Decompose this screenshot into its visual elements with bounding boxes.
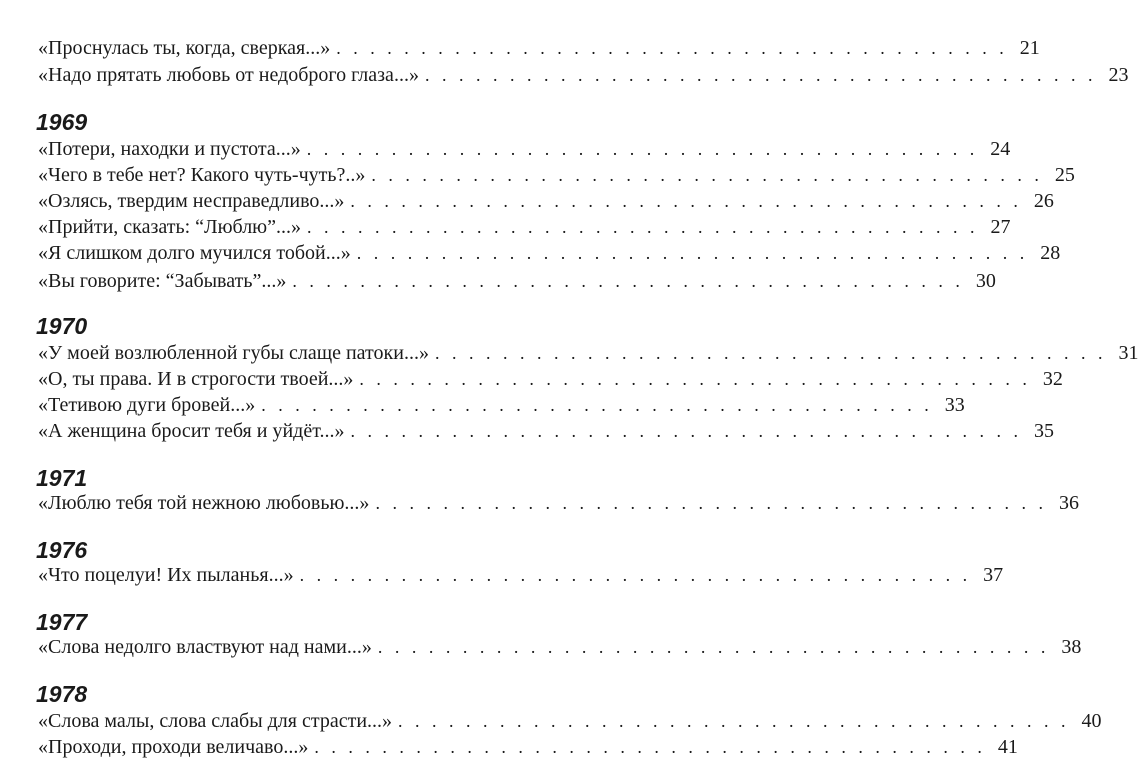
toc-entry <box>38 708 1102 734</box>
toc-entry-title: «А женщина бросит тебя и уйдёт...» <box>38 420 345 442</box>
toc-entry-title: «Проходи, проходи величаво...» <box>38 736 309 758</box>
leader-dots: . . . . . . . . . . . . . . . . . . . . . . . . . . . . . . . . . . . . . . . . <box>377 637 1050 657</box>
toc-entry-title: «О, ты права. И в строгости твоей...» <box>38 368 354 390</box>
toc-entry <box>38 562 1004 588</box>
section-year-heading: 1971 <box>36 465 88 491</box>
section-year-heading: 1977 <box>36 609 88 635</box>
toc-entry-page-number: 23 <box>1108 64 1129 86</box>
toc-entry <box>38 188 1054 214</box>
toc-entry-page-number: 25 <box>1054 164 1075 186</box>
toc-entry-page-number: 30 <box>975 270 996 292</box>
leader-dots: . . . . . . . . . . . . . . . . . . . . . . . . . . . . . . . . . . . . . . . . <box>375 493 1047 513</box>
leader-dots: . . . . . . . . . . . . . . . . . . . . . . . . . . . . . . . . . . . . . . . . <box>356 243 1029 263</box>
toc-entry-page-number: 41 <box>997 736 1018 758</box>
toc-entry-page-number: 35 <box>1033 420 1054 442</box>
leader-dots: . . . . . . . . . . . . . . . . . . . . . . . . . . . . . . . . . . . . . . . . <box>434 343 1107 363</box>
section-year-heading: 1969 <box>36 109 88 135</box>
toc-entry-page-number: 24 <box>990 138 1011 160</box>
toc-entry-page-number: 38 <box>1061 636 1082 658</box>
toc-entry-page-number: 26 <box>1033 190 1054 212</box>
toc-entry-title: «Проснулась ты, когда, сверкая...» <box>38 37 331 59</box>
leader-dots: . . . . . . . . . . . . . . . . . . . . . . . . . . . . . . . . . . . . . . . . <box>350 421 1022 441</box>
leader-dots: . . . . . . . . . . . . . . . . . . . . . . . . . . . . . . . . . . . . . . . . <box>336 38 1008 58</box>
section-year-heading: 1978 <box>36 681 88 707</box>
toc-entry <box>38 35 1040 61</box>
leader-dots: . . . . . . . . . . . . . . . . . . . . . . . . . . . . . . . . . . . . . . . . <box>398 711 1070 731</box>
toc-entry <box>38 268 996 294</box>
toc-entry-page-number: 28 <box>1040 242 1061 264</box>
toc-entry-title: «Потери, находки и пустота...» <box>38 138 301 160</box>
leader-dots: . . . . . . . . . . . . . . . . . . . . . . . . . . . . . . . . . . . . . . . . <box>359 369 1031 389</box>
toc-entry <box>38 136 1011 162</box>
leader-dots: . . . . . . . . . . . . . . . . . . . . . . . . . . . . . . . . . . . . . . . . <box>306 139 979 159</box>
toc-entry-title: «Что поцелуи! Их пыланья...» <box>38 564 294 586</box>
toc-entry <box>38 62 1129 88</box>
toc-entry-page-number: 27 <box>990 216 1011 238</box>
leader-dots: . . . . . . . . . . . . . . . . . . . . . . . . . . . . . . . . . . . . . . . . <box>292 271 964 291</box>
section-year-heading: 1976 <box>36 537 88 563</box>
leader-dots: . . . . . . . . . . . . . . . . . . . . . . . . . . . . . . . . . . . . . . . . <box>371 165 1043 185</box>
leader-dots: . . . . . . . . . . . . . . . . . . . . . . . . . . . . . . . . . . . . . . . . <box>314 737 986 757</box>
toc-entry-title: «Надо прятать любовь от недоброго глаза...» <box>38 64 419 86</box>
toc-entry-title: «Чего в тебе нет? Какого чуть-чуть?..» <box>38 164 366 186</box>
leader-dots: . . . . . . . . . . . . . . . . . . . . . . . . . . . . . . . . . . . . . . . . <box>307 217 979 237</box>
toc-entry <box>38 634 1082 660</box>
toc-entry-title: «Озлясь, твердим несправедливо...» <box>38 190 345 212</box>
toc-entry-page-number: 21 <box>1019 37 1040 59</box>
toc-entry-title: «Вы говорите: “Забывать”...» <box>38 270 287 292</box>
toc-entry <box>38 240 1061 266</box>
toc-entry <box>38 162 1075 188</box>
toc-entry-title: «Я слишком долго мучился тобой...» <box>38 242 351 264</box>
toc-entry <box>38 734 1018 760</box>
toc-entry-title: «Тетивою дуги бровей...» <box>38 394 256 416</box>
toc-entry <box>38 490 1079 516</box>
toc-entry-page-number: 37 <box>983 564 1004 586</box>
section-year-heading: 1970 <box>36 313 88 339</box>
leader-dots: . . . . . . . . . . . . . . . . . . . . . . . . . . . . . . . . . . . . . . . . <box>261 395 933 415</box>
toc-entry-title: «Прийти, сказать: “Люблю”...» <box>38 216 301 238</box>
leader-dots: . . . . . . . . . . . . . . . . . . . . . . . . . . . . . . . . . . . . . . . . <box>350 191 1022 211</box>
toc-entry-title: «Люблю тебя той нежною любовью...» <box>38 492 370 514</box>
toc-entry <box>38 340 1138 366</box>
toc-entry-page-number: 33 <box>944 394 965 416</box>
toc-entry-title: «Слова недолго властвуют над нами...» <box>38 636 372 658</box>
toc-entry <box>38 392 965 418</box>
leader-dots: . . . . . . . . . . . . . . . . . . . . . . . . . . . . . . . . . . . . . . . . <box>424 65 1097 85</box>
toc-entry-page-number: 31 <box>1118 342 1138 364</box>
leader-dots: . . . . . . . . . . . . . . . . . . . . . . . . . . . . . . . . . . . . . . . . <box>299 565 972 585</box>
toc-entry-title: «У моей возлюбленной губы слаще патоки...» <box>38 342 429 364</box>
toc-entry-page-number: 32 <box>1042 368 1063 390</box>
toc-entry <box>38 418 1054 444</box>
toc-entry-title: «Слова малы, слова слабы для страсти...» <box>38 710 393 732</box>
toc-entry <box>38 366 1063 392</box>
toc-entry-page-number: 36 <box>1058 492 1079 514</box>
toc-entry <box>38 214 1011 240</box>
toc-entry-page-number: 40 <box>1081 710 1102 732</box>
